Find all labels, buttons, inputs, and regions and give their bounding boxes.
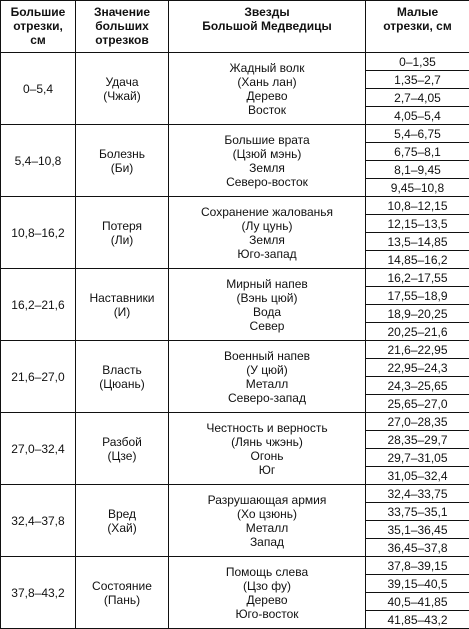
meaning-line: (И) xyxy=(113,304,131,319)
star-line: Юг xyxy=(258,462,276,477)
small-segment-cell: 6,75–8,1 xyxy=(366,143,469,161)
small-segment-cell: 41,85–43,2 xyxy=(366,611,469,629)
small-segment-cell: 2,7–4,05 xyxy=(366,89,469,107)
star-line: Север xyxy=(249,318,285,333)
header-stars: Звезды Большой Медведицы xyxy=(169,1,366,53)
large-segment-cell: 16,2–21,6 xyxy=(1,269,76,341)
star-cell xyxy=(169,485,366,557)
star-line: Металл xyxy=(245,376,289,391)
table-row xyxy=(1,53,469,71)
table-row xyxy=(1,413,469,431)
table-row xyxy=(1,125,469,143)
star-line: Запад xyxy=(249,534,285,549)
meaning-line: (Пань) xyxy=(103,592,141,607)
star-cell xyxy=(169,53,366,125)
star-line: (Хо цзюнь) xyxy=(237,506,297,521)
small-segment-cell: 22,95–24,3 xyxy=(366,359,469,377)
star-line: Помощь слева xyxy=(225,564,309,579)
meaning-cell xyxy=(76,341,169,413)
small-segment-cell: 28,35–29,7 xyxy=(366,431,469,449)
star-line: Разрушающая армия xyxy=(207,492,327,507)
star-cell xyxy=(169,269,366,341)
small-segment-cell: 35,1–36,45 xyxy=(366,521,469,539)
star-line: Восток xyxy=(248,102,286,117)
meaning-cell xyxy=(76,557,169,629)
meaning-line: Наставники xyxy=(89,290,155,305)
star-line: Юго-запад xyxy=(237,246,297,261)
small-segment-cell: 24,3–25,65 xyxy=(366,377,469,395)
star-line: (Лу цунь) xyxy=(241,218,293,233)
small-segment-cell: 33,75–35,1 xyxy=(366,503,469,521)
meaning-line: Удача xyxy=(105,74,139,89)
small-segment-cell: 8,1–9,45 xyxy=(366,161,469,179)
table-row xyxy=(1,485,469,503)
star-cell xyxy=(169,341,366,413)
meaning-line: (Цюань) xyxy=(99,376,145,391)
star-line: Земля xyxy=(249,160,285,175)
star-line: Огонь xyxy=(250,448,284,463)
table-row xyxy=(1,197,469,215)
star-line: Земля xyxy=(249,232,285,247)
small-segment-cell: 27,0–28,35 xyxy=(366,413,469,431)
table-row xyxy=(1,269,469,287)
meaning-cell xyxy=(76,125,169,197)
small-segment-cell: 13,5–14,85 xyxy=(366,233,469,251)
small-segment-cell: 21,6–22,95 xyxy=(366,341,469,359)
small-segment-cell: 14,85–16,2 xyxy=(366,251,469,269)
star-line: Большие врата xyxy=(224,132,310,147)
small-segment-cell: 29,7–31,05 xyxy=(366,449,469,467)
star-line: Военный напев xyxy=(223,348,311,363)
small-segment-cell: 0–1,35 xyxy=(366,53,469,71)
meaning-cell xyxy=(76,269,169,341)
star-line: Металл xyxy=(245,520,289,535)
star-line: (Лянь чжэнь) xyxy=(231,434,303,449)
meaning-line: (Чжай) xyxy=(103,88,141,103)
meaning-line: (Ли) xyxy=(110,232,134,247)
star-line: (Хань лан) xyxy=(237,74,297,89)
star-line: Северо-восток xyxy=(226,174,308,189)
meaning-line: (Хай) xyxy=(107,520,137,535)
small-segment-cell: 10,8–12,15 xyxy=(366,197,469,215)
small-segment-cell: 39,15–40,5 xyxy=(366,575,469,593)
star-line: Жадный волк xyxy=(229,60,305,75)
small-segment-cell: 5,4–6,75 xyxy=(366,125,469,143)
large-segment-cell: 5,4–10,8 xyxy=(1,125,76,197)
small-segment-cell: 32,4–33,75 xyxy=(366,485,469,503)
meaning-cell xyxy=(76,197,169,269)
small-segment-cell: 4,05–5,4 xyxy=(366,107,469,125)
star-line: Мирный напев xyxy=(226,276,308,291)
star-line: Юго-восток xyxy=(235,606,299,621)
small-segment-cell: 16,2–17,55 xyxy=(366,269,469,287)
star-line: Вода xyxy=(252,304,282,319)
small-segment-cell: 1,35–2,7 xyxy=(366,71,469,89)
star-line: Дерево xyxy=(246,88,288,103)
meaning-cell xyxy=(76,53,169,125)
star-line: Честность и верность xyxy=(206,420,328,435)
small-segment-cell: 12,15–13,5 xyxy=(366,215,469,233)
table-row xyxy=(1,557,469,575)
small-segment-cell: 36,45–37,8 xyxy=(366,539,469,557)
meaning-line: Разбой xyxy=(102,434,142,449)
meaning-line: (Цзе) xyxy=(107,448,137,463)
small-segment-cell: 17,55–18,9 xyxy=(366,287,469,305)
small-segment-cell: 20,25–21,6 xyxy=(366,323,469,341)
small-segment-cell: 25,65–27,0 xyxy=(366,395,469,413)
header-row xyxy=(1,1,469,53)
star-cell xyxy=(169,413,366,485)
large-segment-cell: 32,4–37,8 xyxy=(1,485,76,557)
table-body xyxy=(1,53,469,629)
header-meaning: Значение больших отрезков xyxy=(76,1,169,53)
large-segment-cell: 21,6–27,0 xyxy=(1,341,76,413)
meaning-cell xyxy=(76,413,169,485)
small-segment-cell: 31,05–32,4 xyxy=(366,467,469,485)
table-row xyxy=(1,341,469,359)
large-segment-cell: 27,0–32,4 xyxy=(1,413,76,485)
meaning-line: Болезнь xyxy=(98,146,146,161)
star-cell xyxy=(169,197,366,269)
meaning-line: Власть xyxy=(102,362,142,377)
meaning-line: Состояние xyxy=(92,578,152,593)
large-segment-cell: 37,8–43,2 xyxy=(1,557,76,629)
star-line: (Цзо фу) xyxy=(243,578,291,593)
small-segment-cell: 18,9–20,25 xyxy=(366,305,469,323)
star-line: Сохранение жалованья xyxy=(201,204,333,219)
meaning-line: Потеря xyxy=(101,218,143,233)
header-large-segments: Большие отрезки, см xyxy=(1,1,76,53)
star-line: Дерево xyxy=(246,592,288,607)
large-segment-cell: 10,8–16,2 xyxy=(1,197,76,269)
star-cell xyxy=(169,125,366,197)
small-segment-cell: 40,5–41,85 xyxy=(366,593,469,611)
header-small-segments: Малые отрезки, см xyxy=(366,1,469,53)
small-segment-cell: 37,8–39,15 xyxy=(366,557,469,575)
star-line: Северо-запад xyxy=(228,390,306,405)
large-segment-cell: 0–5,4 xyxy=(1,53,76,125)
star-line: (Цзюй мэнь) xyxy=(232,146,302,161)
meaning-line: (Би) xyxy=(110,160,134,175)
star-line: (У цюй) xyxy=(246,362,288,377)
star-line: (Вэнь цюй) xyxy=(236,290,298,305)
small-segment-cell: 9,45–10,8 xyxy=(366,179,469,197)
meaning-cell xyxy=(76,485,169,557)
star-cell xyxy=(169,557,366,629)
meaning-line: Вред xyxy=(107,506,137,521)
